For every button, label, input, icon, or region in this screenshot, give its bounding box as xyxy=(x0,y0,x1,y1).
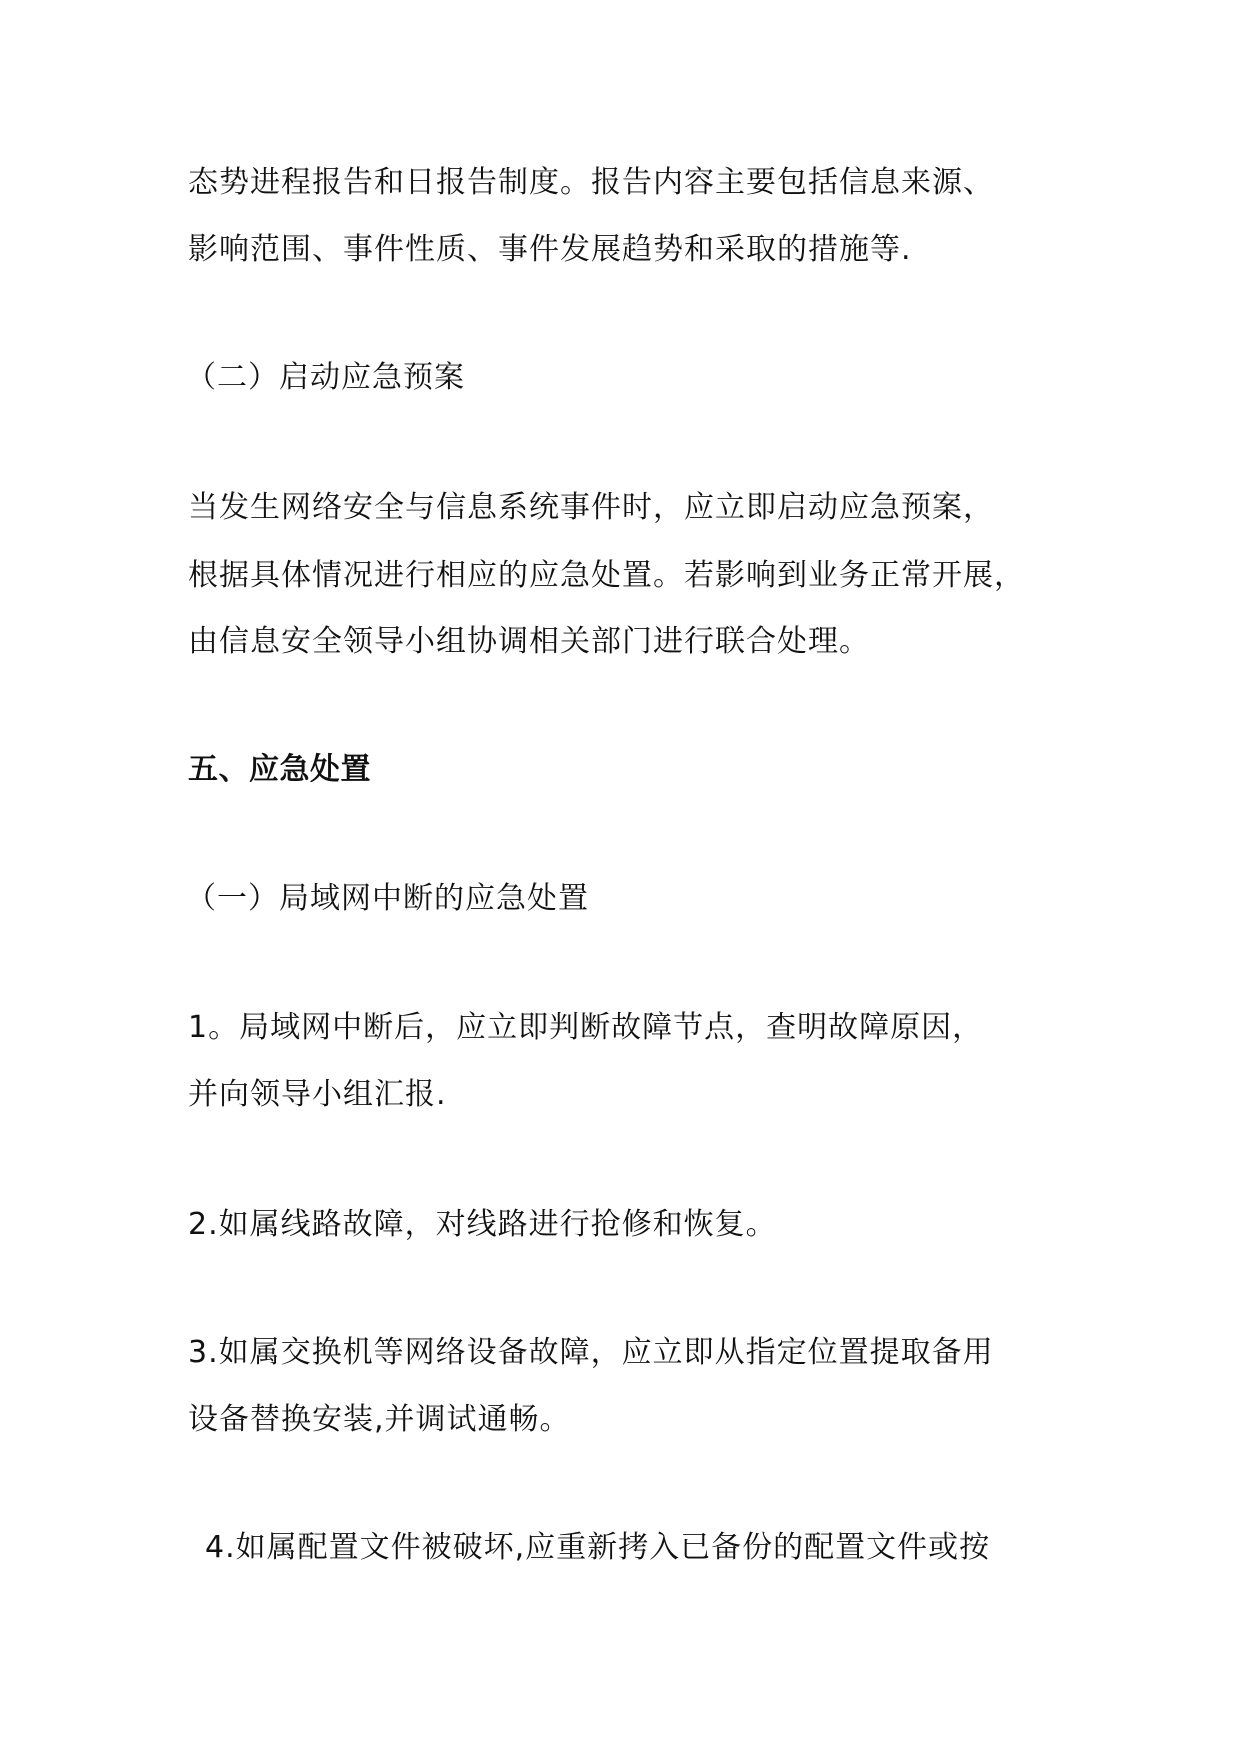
paragraph-line: 影响范围、事件性质、事件发展趋势和采取的措施等. xyxy=(188,232,912,267)
subsection-heading: （一）局域网中断的应急处置 xyxy=(186,881,589,916)
section-heading: 五、应急处置 xyxy=(188,752,371,787)
subsection-heading: （二）启动应急预案 xyxy=(186,360,465,395)
paragraph-line: 根据具体情况进行相应的应急处置。若影响到业务正常开展， xyxy=(188,558,1025,593)
paragraph-line: 由信息安全领导小组协调相关部门进行联合处理。 xyxy=(188,624,870,659)
paragraph-line: 态势进程报告和日报告制度。报告内容主要包括信息来源、 xyxy=(188,165,994,200)
list-item-line: 4.如属配置文件被破坏,应重新拷入已备份的配置文件或按 xyxy=(205,1530,991,1565)
list-item-line: 2.如属线路故障，对线路进行抢修和恢复。 xyxy=(188,1207,777,1242)
list-item-line: 设备替换安装,并调试通畅。 xyxy=(188,1402,571,1437)
list-item-line: 1。局域网中断后，应立即判断故障节点，查明故障原因， xyxy=(188,1010,984,1045)
list-item-line: 3.如属交换机等网络设备故障，应立即从指定位置提取备用 xyxy=(188,1335,994,1370)
list-item-line: 并向领导小组汇报. xyxy=(188,1077,447,1112)
paragraph-line: 当发生网络安全与信息系统事件时，应立即启动应急预案， xyxy=(188,490,994,525)
